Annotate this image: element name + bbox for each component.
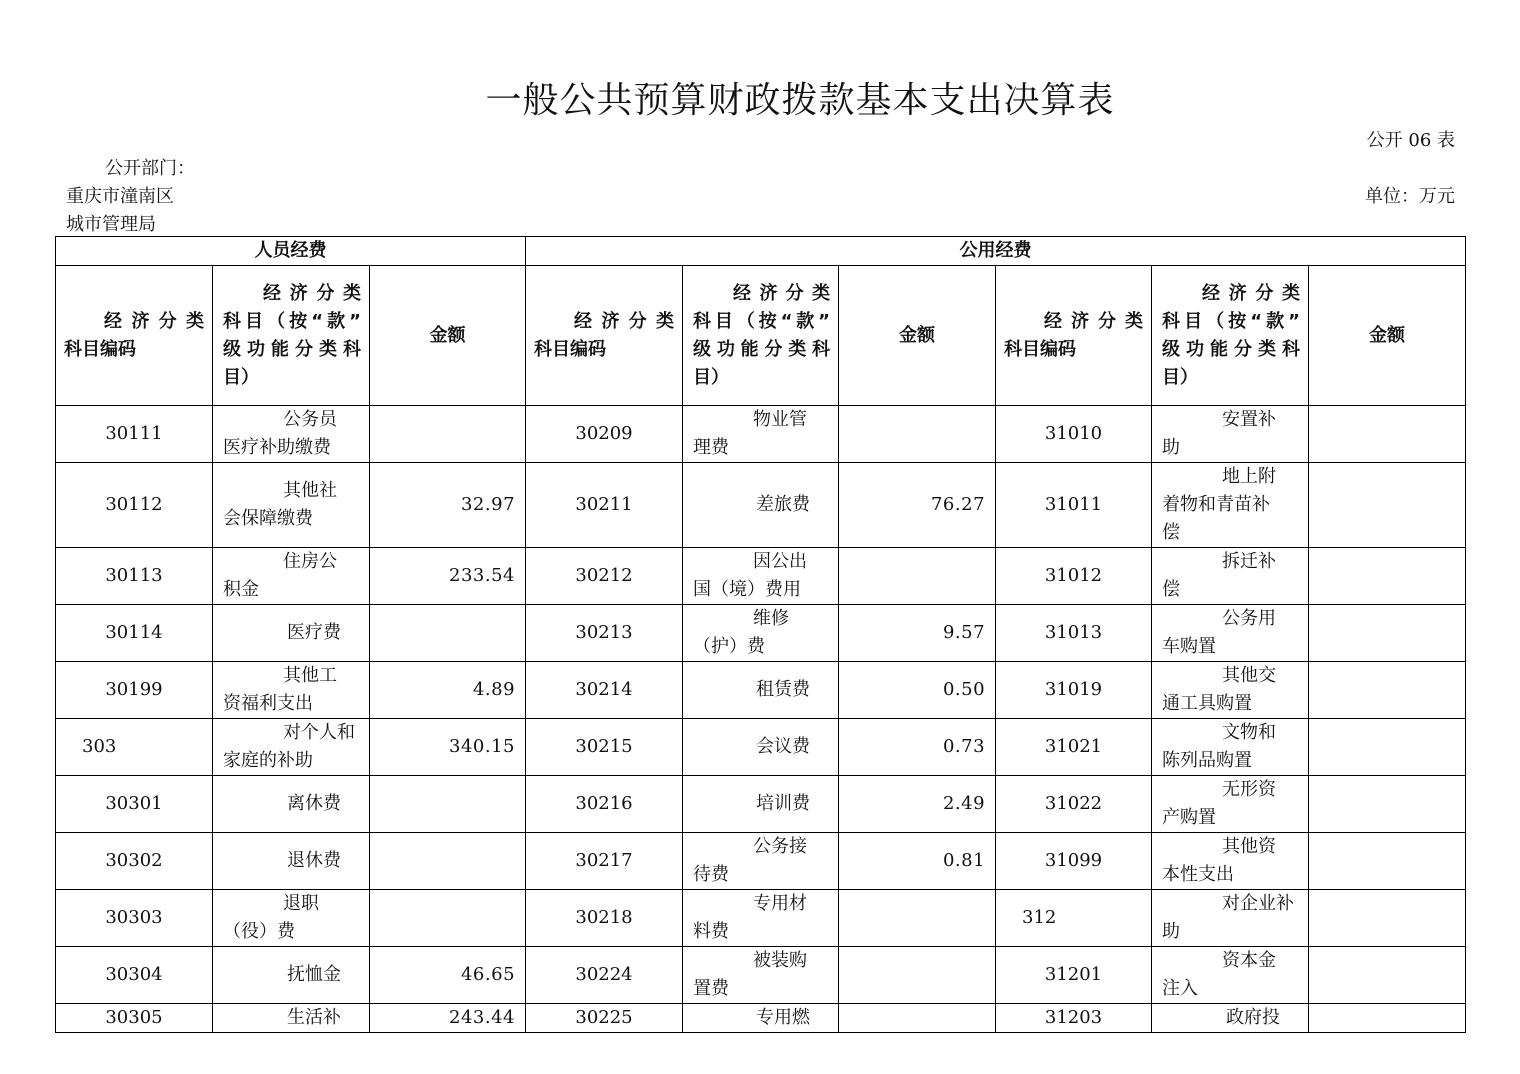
capital-name-line: 政府投 <box>1226 1007 1281 1028</box>
goods-name-line: 因公出 <box>753 551 808 572</box>
header-name-line: 级功能分类科 <box>1162 338 1301 360</box>
header-code-line: 经 济 分 类 <box>1044 310 1144 332</box>
personnel-code-cell: 30303 <box>56 890 213 947</box>
header-name-line: 科目（按“款” <box>693 310 831 332</box>
header-code-line: 科目编码 <box>534 338 607 360</box>
header-code-line: 科目编码 <box>64 338 136 360</box>
group-personnel: 人员经费 <box>56 237 526 266</box>
goods-code-cell: 30217 <box>526 833 683 890</box>
goods-name-cell <box>683 605 839 662</box>
personnel-amount-cell <box>370 890 526 947</box>
personnel-name-line: 其他社 <box>283 480 337 501</box>
goods-name-cell <box>683 719 839 776</box>
header-name-line: 目） <box>1162 366 1199 388</box>
personnel-name-line: 积金 <box>223 579 259 600</box>
goods-name-line: 公务接 <box>753 836 808 857</box>
goods-name-cell <box>683 662 839 719</box>
goods-amount-cell: 2.49 <box>839 776 996 833</box>
personnel-code-cell: 30305 <box>56 1004 213 1033</box>
goods-name-line: 料费 <box>693 921 730 942</box>
table-row <box>56 890 1466 947</box>
capital-name-cell <box>1152 463 1309 548</box>
personnel-name-cell <box>213 776 370 833</box>
capital-name-cell <box>1152 605 1309 662</box>
capital-code-cell: 312 <box>996 890 1152 947</box>
capital-name-line: 拆迁补 <box>1222 551 1277 572</box>
personnel-name-cell <box>213 947 370 1004</box>
table-row <box>56 548 1466 605</box>
personnel-code-cell: 30199 <box>56 662 213 719</box>
personnel-name-line: 住房公 <box>283 551 337 572</box>
goods-name-cell <box>683 548 839 605</box>
personnel-name-line: 会保障缴费 <box>223 508 313 529</box>
goods-amount-cell <box>839 406 996 463</box>
goods-name-cell <box>683 463 839 548</box>
capital-name-line: 本性支出 <box>1162 864 1235 885</box>
capital-amount-cell <box>1309 463 1466 548</box>
personnel-code-cell: 30112 <box>56 463 213 548</box>
goods-name-line: 被装购 <box>753 950 808 971</box>
capital-name-line: 着物和青苗补 <box>1162 494 1271 515</box>
personnel-code-cell: 30304 <box>56 947 213 1004</box>
capital-name-cell <box>1152 719 1309 776</box>
capital-name-line: 其他资 <box>1222 836 1277 857</box>
capital-name-line: 地上附 <box>1222 466 1277 487</box>
personnel-name-cell <box>213 463 370 548</box>
capital-name-line: 其他交 <box>1222 665 1277 686</box>
goods-name-cell <box>683 890 839 947</box>
goods-name-cell <box>683 947 839 1004</box>
capital-name-line: 陈列品购置 <box>1162 750 1253 771</box>
goods-code-cell: 30224 <box>526 947 683 1004</box>
goods-amount-cell: 0.50 <box>839 662 996 719</box>
personnel-amount-cell <box>370 605 526 662</box>
goods-code-cell: 30225 <box>526 1004 683 1033</box>
capital-name-line: 产购置 <box>1162 807 1217 828</box>
group-header-row <box>56 237 1466 266</box>
personnel-name-line: 家庭的补助 <box>223 750 313 771</box>
column-header-row <box>56 266 1466 406</box>
personnel-name-line: 退职 <box>283 893 319 914</box>
personnel-name-cell <box>213 662 370 719</box>
capital-name-line: 助 <box>1162 921 1181 942</box>
capital-code-cell: 31011 <box>996 463 1152 548</box>
capital-amount-cell <box>1309 776 1466 833</box>
capital-code-cell: 31012 <box>996 548 1152 605</box>
table-row <box>56 833 1466 890</box>
goods-name-line: 专用材 <box>753 893 808 914</box>
capital-amount-cell <box>1309 1004 1466 1033</box>
header-code-line: 经 济 分 类 <box>574 310 675 332</box>
header-name-personnel <box>213 266 370 406</box>
personnel-name-cell <box>213 890 370 947</box>
personnel-amount-cell: 233.54 <box>370 548 526 605</box>
capital-name-cell <box>1152 776 1309 833</box>
table-row <box>56 947 1466 1004</box>
goods-amount-cell <box>839 947 996 1004</box>
capital-name-line: 通工具购置 <box>1162 693 1253 714</box>
department-label: 公开部门： <box>105 158 195 179</box>
header-code-public-capital <box>996 266 1152 406</box>
goods-amount-cell: 0.73 <box>839 719 996 776</box>
unit-label: 单位：万元 <box>1365 186 1455 207</box>
header-name-line: 科目（按“款” <box>1162 310 1301 332</box>
personnel-name-line: 医疗费 <box>287 622 341 643</box>
goods-code-cell: 30212 <box>526 548 683 605</box>
capital-name-line: 资本金 <box>1222 950 1277 971</box>
goods-amount-cell <box>839 1004 996 1033</box>
header-amount-personnel: 金额 <box>370 266 526 406</box>
header-amount-public-goods: 金额 <box>839 266 996 406</box>
goods-amount-cell: 76.27 <box>839 463 996 548</box>
personnel-amount-cell <box>370 833 526 890</box>
goods-name-line: 会议费 <box>756 736 811 757</box>
goods-name-line: 差旅费 <box>756 494 811 515</box>
capital-name-line: 对企业补 <box>1222 893 1295 914</box>
personnel-name-cell <box>213 1004 370 1033</box>
goods-code-cell: 30213 <box>526 605 683 662</box>
personnel-code-cell: 30302 <box>56 833 213 890</box>
goods-code-cell: 30214 <box>526 662 683 719</box>
capital-name-cell <box>1152 947 1309 1004</box>
header-name-public-capital <box>1152 266 1309 406</box>
goods-name-line: （护）费 <box>693 636 766 657</box>
personnel-amount-cell: 4.89 <box>370 662 526 719</box>
budget-table <box>55 236 1466 1033</box>
goods-code-cell: 30209 <box>526 406 683 463</box>
capital-name-line: 文物和 <box>1222 722 1277 743</box>
header-name-line: 经 济 分 类 <box>1202 282 1301 304</box>
capital-amount-cell <box>1309 548 1466 605</box>
goods-code-cell: 30215 <box>526 719 683 776</box>
capital-amount-cell <box>1309 947 1466 1004</box>
capital-code-cell: 31010 <box>996 406 1152 463</box>
table-row <box>56 719 1466 776</box>
goods-amount-cell: 9.57 <box>839 605 996 662</box>
personnel-amount-cell: 46.65 <box>370 947 526 1004</box>
header-name-public-goods <box>683 266 839 406</box>
goods-name-line: 物业管 <box>753 409 808 430</box>
personnel-amount-cell <box>370 406 526 463</box>
personnel-name-line: 公务员 <box>283 409 337 430</box>
capital-name-line: 公务用 <box>1222 608 1277 629</box>
header-name-line: 经 济 分 类 <box>263 282 361 304</box>
capital-name-cell <box>1152 1004 1309 1033</box>
capital-code-cell: 31019 <box>996 662 1152 719</box>
group-public: 公用经费 <box>526 237 1466 266</box>
personnel-name-cell <box>213 719 370 776</box>
table-row <box>56 1004 1466 1033</box>
personnel-name-line: 对个人和 <box>283 722 355 743</box>
goods-name-line: 置费 <box>693 978 730 999</box>
header-name-line: 级功能分类科 <box>223 338 361 360</box>
goods-name-line: 专用燃 <box>756 1007 811 1028</box>
capital-name-line: 注入 <box>1162 978 1199 999</box>
personnel-name-cell <box>213 833 370 890</box>
capital-name-line: 偿 <box>1162 522 1181 543</box>
goods-name-line: 理费 <box>693 437 730 458</box>
personnel-name-cell <box>213 548 370 605</box>
personnel-name-line: 抚恤金 <box>287 964 341 985</box>
header-code-line: 科目编码 <box>1004 338 1077 360</box>
capital-code-cell: 31013 <box>996 605 1152 662</box>
table-row <box>56 406 1466 463</box>
goods-code-cell: 30218 <box>526 890 683 947</box>
page-title: 一般公共预算财政拨款基本支出决算表 <box>485 80 1115 121</box>
personnel-code-cell: 30111 <box>56 406 213 463</box>
capital-name-cell <box>1152 548 1309 605</box>
goods-amount-cell <box>839 548 996 605</box>
personnel-name-cell <box>213 605 370 662</box>
capital-name-cell <box>1152 406 1309 463</box>
goods-name-line: 维修 <box>753 608 790 629</box>
goods-name-cell <box>683 776 839 833</box>
capital-amount-cell <box>1309 662 1466 719</box>
goods-name-line: 租赁费 <box>756 679 811 700</box>
form-number: 公开 06 表 <box>1366 130 1455 151</box>
capital-name-line: 助 <box>1162 437 1181 458</box>
department-name-line-2: 城市管理局 <box>66 214 156 235</box>
header-code-public-goods <box>526 266 683 406</box>
personnel-name-line: 其他工 <box>283 665 337 686</box>
personnel-name-cell <box>213 406 370 463</box>
capital-name-cell <box>1152 890 1309 947</box>
capital-amount-cell <box>1309 719 1466 776</box>
department-name-line-1: 重庆市潼南区 <box>66 186 174 207</box>
capital-code-cell: 31203 <box>996 1004 1152 1033</box>
capital-name-line: 安置补 <box>1222 409 1277 430</box>
personnel-amount-cell <box>370 776 526 833</box>
goods-code-cell: 30216 <box>526 776 683 833</box>
goods-name-cell <box>683 1004 839 1033</box>
header-code-personnel <box>56 266 213 406</box>
personnel-name-line: 退休费 <box>287 850 341 871</box>
personnel-name-line: 离休费 <box>287 793 341 814</box>
capital-code-cell: 31099 <box>996 833 1152 890</box>
capital-amount-cell <box>1309 833 1466 890</box>
table-row <box>56 605 1466 662</box>
personnel-code-cell: 30301 <box>56 776 213 833</box>
table-row <box>56 463 1466 548</box>
table-row <box>56 662 1466 719</box>
personnel-code-cell: 303 <box>56 719 213 776</box>
header-name-line: 经 济 分 类 <box>733 282 831 304</box>
capital-code-cell: 31022 <box>996 776 1152 833</box>
capital-name-cell <box>1152 662 1309 719</box>
header-name-line: 级功能分类科 <box>693 338 831 360</box>
goods-name-line: 国（境）费用 <box>693 579 802 600</box>
personnel-amount-cell: 340.15 <box>370 719 526 776</box>
personnel-amount-cell: 243.44 <box>370 1004 526 1033</box>
header-name-line: 目） <box>693 366 730 388</box>
personnel-code-cell: 30114 <box>56 605 213 662</box>
personnel-name-line: 医疗补助缴费 <box>223 437 331 458</box>
goods-code-cell: 30211 <box>526 463 683 548</box>
personnel-name-line: 资福利支出 <box>223 693 313 714</box>
capital-name-line: 偿 <box>1162 579 1181 600</box>
capital-amount-cell <box>1309 605 1466 662</box>
header-amount-public-capital: 金额 <box>1309 266 1466 406</box>
personnel-name-line: （役）费 <box>223 921 295 942</box>
goods-amount-cell: 0.81 <box>839 833 996 890</box>
goods-name-cell <box>683 833 839 890</box>
capital-amount-cell <box>1309 890 1466 947</box>
personnel-code-cell: 30113 <box>56 548 213 605</box>
capital-name-cell <box>1152 833 1309 890</box>
capital-name-line: 车购置 <box>1162 636 1217 657</box>
capital-code-cell: 31021 <box>996 719 1152 776</box>
goods-amount-cell <box>839 890 996 947</box>
header-name-line: 目） <box>223 366 259 388</box>
goods-name-line: 待费 <box>693 864 730 885</box>
table-row <box>56 776 1466 833</box>
header-name-line: 科目（按“款” <box>223 310 361 332</box>
personnel-name-line: 生活补 <box>287 1007 341 1028</box>
goods-name-cell <box>683 406 839 463</box>
personnel-amount-cell: 32.97 <box>370 463 526 548</box>
capital-amount-cell <box>1309 406 1466 463</box>
goods-name-line: 培训费 <box>756 793 811 814</box>
capital-code-cell: 31201 <box>996 947 1152 1004</box>
capital-name-line: 无形资 <box>1222 779 1277 800</box>
header-code-line: 经 济 分 类 <box>104 310 204 332</box>
